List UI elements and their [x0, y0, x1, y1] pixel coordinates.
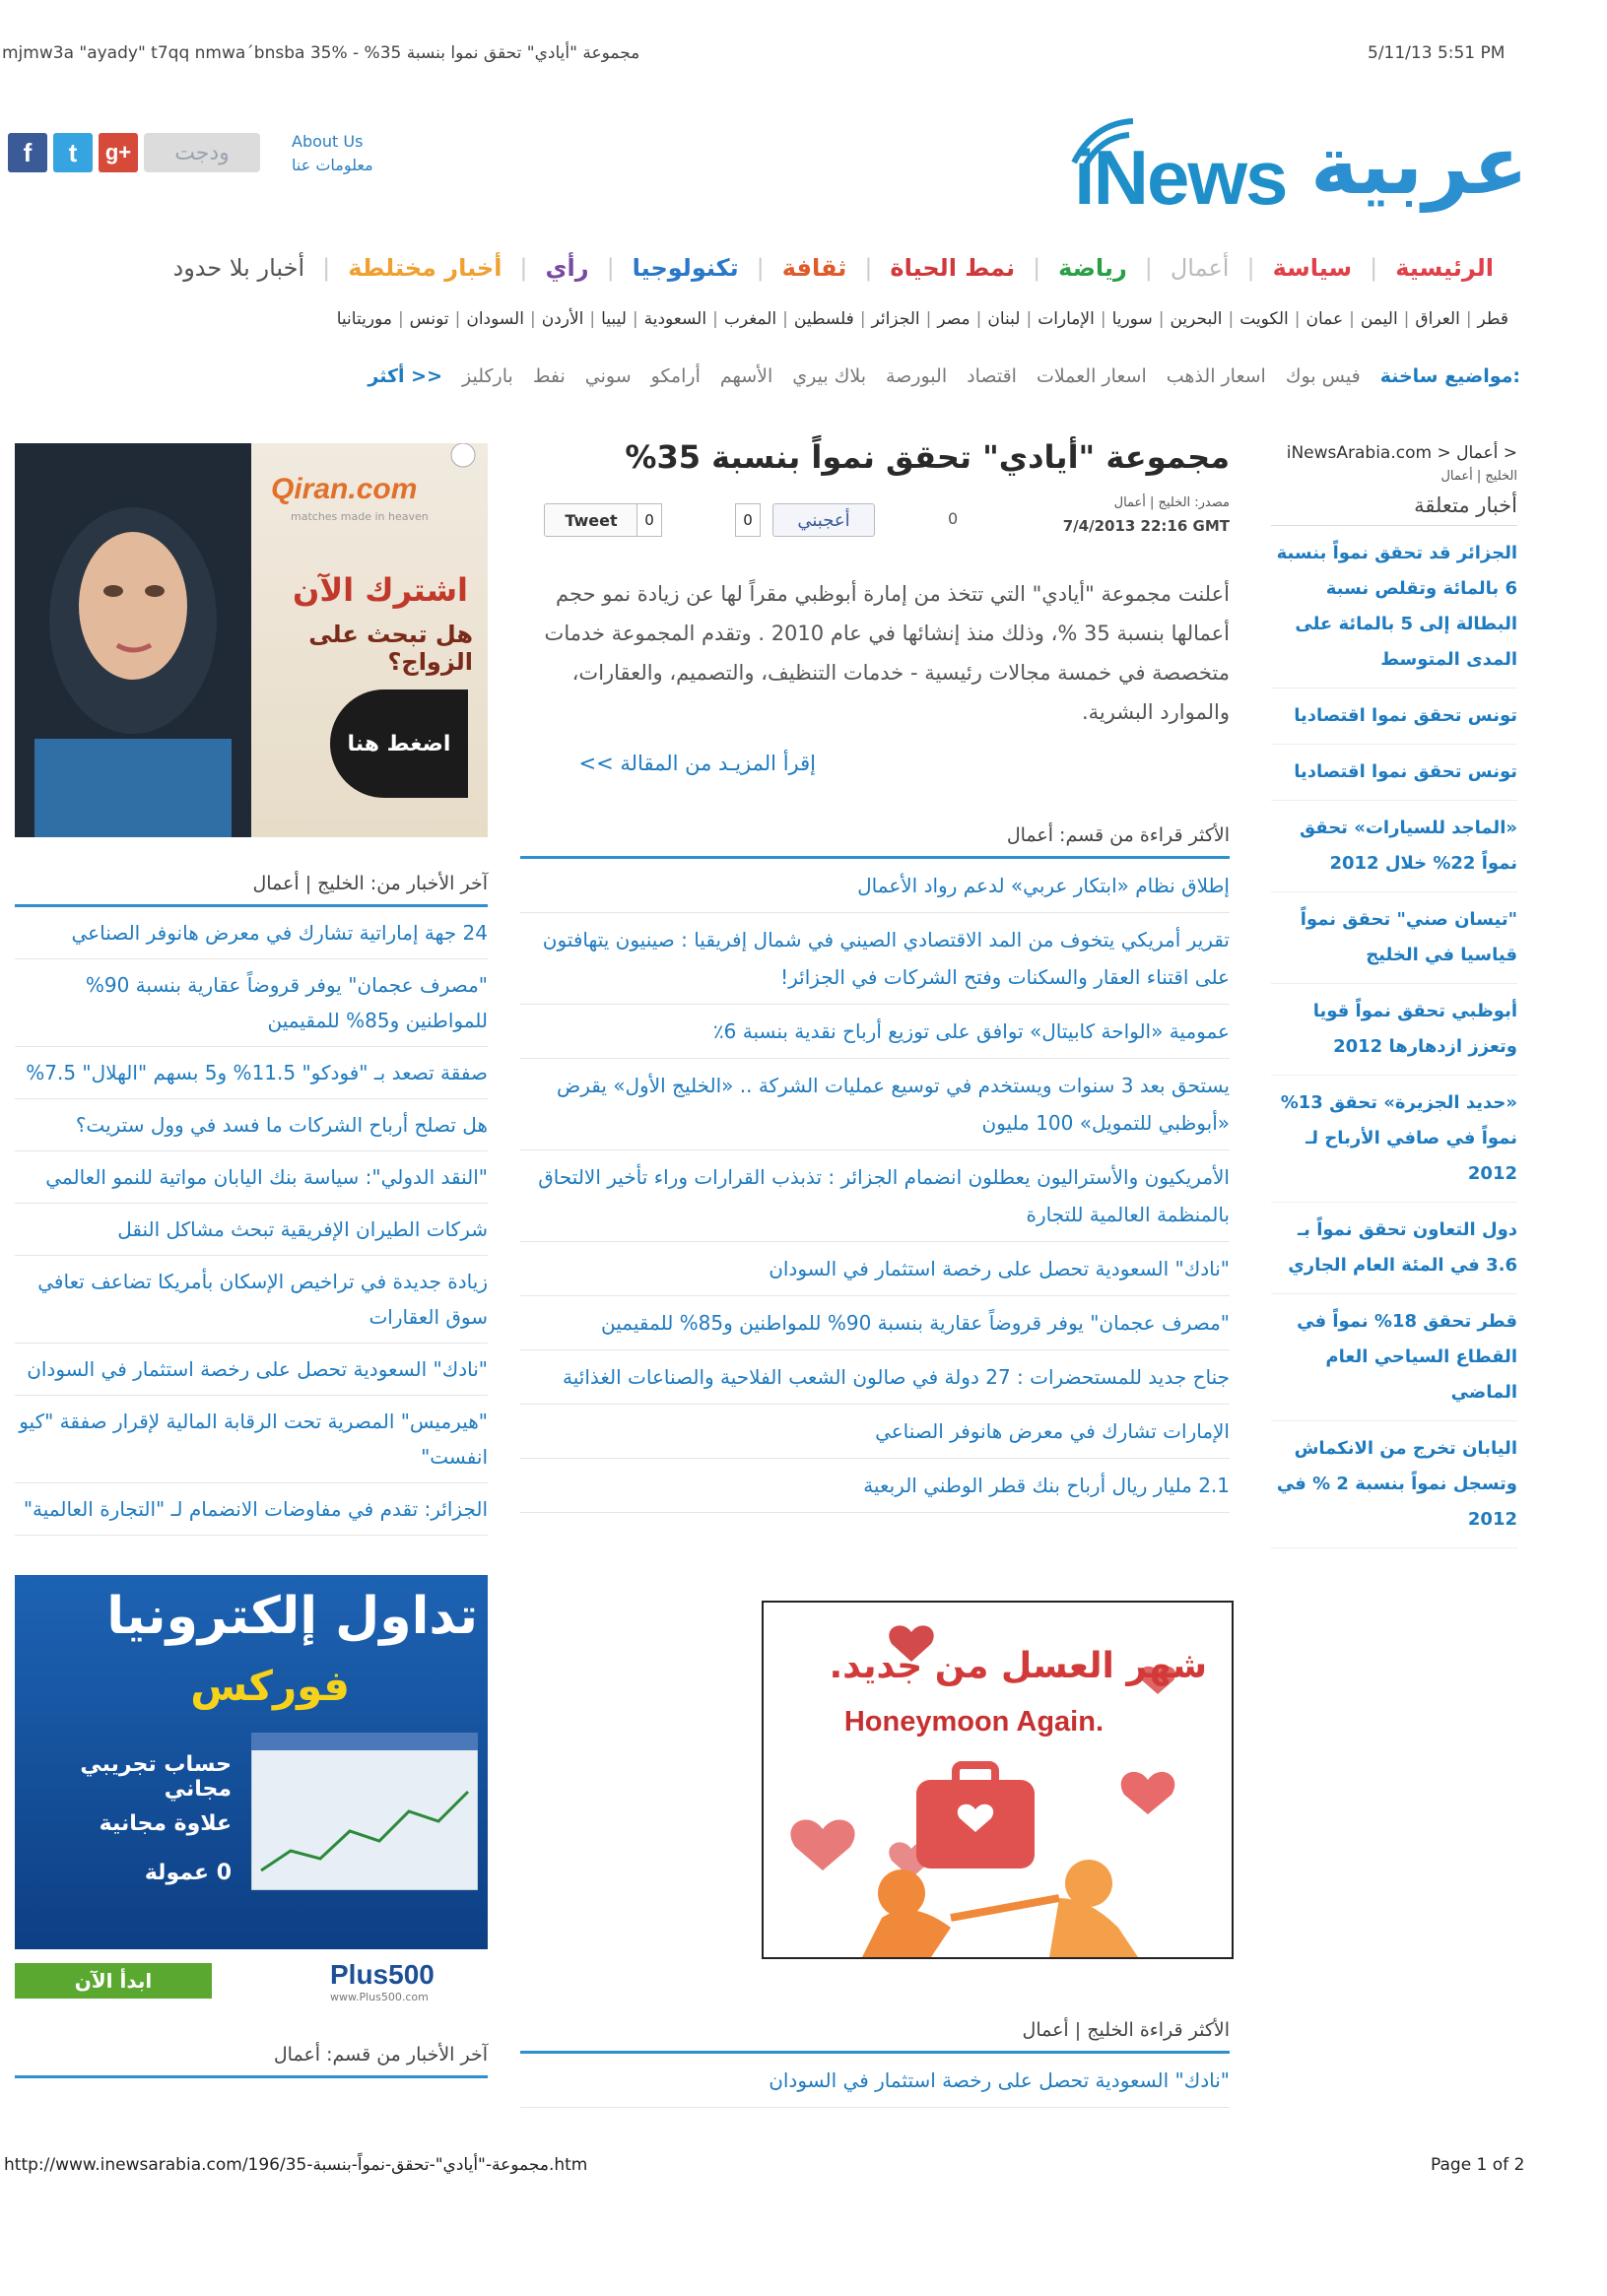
print-date: 5/11/13 5:51 PM: [1368, 43, 1506, 63]
qiran-ad[interactable]: [15, 443, 488, 837]
facebook-icon[interactable]: f: [8, 133, 47, 172]
related-item[interactable]: اليابان تخرج من الانكماش وتسجل نمواً بنسبة 2 % في 2012: [1271, 1421, 1517, 1548]
nav-business[interactable]: أعمال: [1170, 254, 1230, 282]
article-date: 7/4/2013 22:16 GMT: [1062, 517, 1230, 535]
gulf-news-title: آخر الأخبار من: الخليج | أعمال: [15, 873, 488, 907]
country-link[interactable]: عمان: [1306, 309, 1344, 329]
hot-topic-link[interactable]: فيس بوك: [1285, 365, 1361, 387]
qiran-tagline: matches made in heaven: [291, 510, 429, 523]
tweet-count: 0: [636, 503, 662, 537]
country-link[interactable]: تونس: [409, 309, 449, 329]
country-link[interactable]: مصر: [937, 309, 971, 329]
qiran-question: هل تبحث على الزواج؟: [308, 621, 473, 676]
country-link[interactable]: السودان: [466, 309, 524, 329]
hot-topic-link[interactable]: اسعار العملات: [1036, 365, 1147, 387]
gulf-news-item[interactable]: شركات الطيران الإفريقية تبحث مشاكل النقل: [15, 1204, 488, 1256]
country-link[interactable]: المغرب: [723, 309, 777, 329]
plus500-site: www.Plus500.com: [330, 1991, 429, 2003]
country-link[interactable]: فلسطين: [793, 309, 854, 329]
about-links: [292, 130, 373, 177]
social-links: [8, 131, 260, 174]
most-read-item[interactable]: الأمريكيون والأستراليون يعطلون انضمام الجزائر : تذبذب القرارات وراء تأخير الالتحاق بالمنظمة العالمية للتجارة: [520, 1150, 1230, 1242]
related-item[interactable]: أبوظبي تحقق نمواً قويا وتعزز ازدهارها 2012: [1271, 984, 1517, 1076]
country-link[interactable]: لبنان: [987, 309, 1021, 329]
forex-ad[interactable]: [15, 1575, 488, 1949]
country-link[interactable]: ليبيا: [601, 309, 627, 329]
article-body: أعلنت مجموعة "أيادي" التي تتخذ من إمارة أبوظبي مقراً لها عن زيادة نمو حجم أعمالها بنسبة 35 %، وذلك منذ إنشائها في عام 2010 . وتقدم المجموعة خدمات متخصصة في خمسة مجالات رئيسية - خدمات التنظيف، والتصميم، والعقارات، والموارد البشرية.: [544, 582, 1230, 724]
article-title: مجموعة "أيادي" تحقق نمواً بنسبة 35%: [625, 438, 1230, 476]
bottom-most-read: [520, 2019, 1230, 2108]
most-read-item[interactable]: تقرير أمريكي يتخوف من المد الاقتصادي الصيني في شمال إفريقيا : صينيون يتهافتون على اقتناء العقار والسكنات وفتح الشركات في الجزائر!: [520, 913, 1230, 1005]
hot-topic-link[interactable]: البورصة: [885, 365, 948, 387]
nav-culture[interactable]: ثقافة: [781, 254, 847, 282]
related-item[interactable]: "تيسان صني" تحقق نمواً قياسيا في الخليج: [1271, 892, 1517, 984]
forex-subtitle: فوركس: [190, 1662, 350, 1710]
hot-topic-link[interactable]: باركليز: [462, 365, 513, 387]
gulf-news-item[interactable]: "نادك" السعودية تحصل على رخصة استثمار في السودان: [15, 1344, 488, 1396]
gulf-news-item[interactable]: "النقد الدولي": سياسة بنك اليابان مواتية للنمو العالمي: [15, 1151, 488, 1204]
honeymoon-ad[interactable]: [762, 1601, 1234, 1959]
hot-topic-link[interactable]: اسعار الذهب: [1166, 365, 1266, 387]
country-link[interactable]: اليمن: [1360, 309, 1398, 329]
hot-topic-link[interactable]: بلاك بيري: [792, 365, 866, 387]
most-read-item[interactable]: "نادك" السعودية تحصل على رخصة استثمار في السودان: [520, 1242, 1230, 1296]
hot-topics-label: مواضيع ساخنة:: [1379, 365, 1520, 387]
qiran-click-button[interactable]: اضغط هنا: [330, 689, 468, 798]
country-link[interactable]: الكويت: [1239, 309, 1289, 329]
most-read-item[interactable]: إطلاق نظام «ابتكار عربي» لدعم رواد الأعمال: [520, 859, 1230, 913]
tweet-button[interactable]: Tweet: [544, 503, 638, 537]
logo-latin: iNews: [1074, 134, 1287, 221]
hot-topic-link[interactable]: سوني: [584, 365, 632, 387]
forex-footer: [15, 1957, 488, 2006]
gulf-news-item[interactable]: صفقة تصعد بـ "فودكو" 11.5% و5 بسهم "الهلال" 7.5%: [15, 1047, 488, 1099]
logo-arabic: عربية: [1310, 119, 1529, 213]
print-url: http://www.inewsarabia.com/196/35-مجموعة-"أيادي"-تحقق-نمواً-بنسبة.htm: [4, 2155, 588, 2175]
twitter-icon[interactable]: t: [53, 133, 93, 172]
nav-sports[interactable]: رياضة: [1058, 254, 1127, 282]
gulf-news-item[interactable]: هل تصلح أرباح الشركات ما فسد في وول ستريت؟: [15, 1099, 488, 1151]
left-sidebar: [15, 443, 488, 2078]
gulf-news-item[interactable]: "مصرف عجمان" يوفر قروضاً عقارية بنسبة 90% للمواطنين و85% للمقيمين: [15, 959, 488, 1047]
about-us-link[interactable]: About Us: [292, 132, 364, 151]
nav-home[interactable]: الرئيسية: [1395, 254, 1494, 282]
nav-lifestyle[interactable]: نمط الحياة: [890, 254, 1016, 282]
country-link[interactable]: موريتانيا: [336, 309, 392, 329]
forex-benefit-demo: حساب تجريبي مجاني: [80, 1752, 232, 1802]
gulf-news-item[interactable]: "هيرميس" المصرية تحت الرقابة المالية لإقرار صفقة "كيو انفست": [15, 1396, 488, 1483]
most-read-item[interactable]: 2.1 مليار ريال أرباح بنك قطر الوطني الربعية: [520, 1459, 1230, 1513]
forex-title: تداول إلكترونيا: [106, 1587, 478, 1646]
related-item[interactable]: الجزائر قد تحقق نمواً بنسبة 6 بالمائة وتقلص نسبة البطالة إلى 5 بالمائة على المدى المتوسط: [1271, 526, 1517, 689]
nav-opinion[interactable]: رأي: [545, 254, 589, 282]
most-read-item[interactable]: جناح جديد للمستحضرات : 27 دولة في صالون الشعب الفلاحية والصناعات الغذائية: [520, 1350, 1230, 1405]
gulf-news-item[interactable]: زيادة جديدة في تراخيص الإسكان بأمريكا تضاعف تعافي سوق العقارات: [15, 1256, 488, 1344]
left-bottom-title: آخر الأخبار من قسم: أعمال: [15, 2044, 488, 2078]
bottom-most-read-title: الأكثر قراءة الخليج | أعمال: [520, 2019, 1230, 2054]
most-read-item[interactable]: يستحق بعد 3 سنوات ويستخدم في توسيع عمليات الشركة .. «الخليج الأول» يقرض «أبوظبي للتمويل» 100 مليون: [520, 1059, 1230, 1150]
forex-benefit-commission: 0 عمولة: [144, 1861, 232, 1885]
about-us-arabic-link[interactable]: معلومات عنا: [292, 156, 373, 174]
honeymoon-english: Honeymoon Again.: [843, 1706, 1104, 1738]
most-read-item[interactable]: "مصرف عجمان" يوفر قروضاً عقارية بنسبة 90% للمواطنين و85% للمقيمين: [520, 1296, 1230, 1350]
country-link[interactable]: الجزائر: [871, 309, 920, 329]
most-read-item[interactable]: الإمارات تشارك في معرض هانوفر الصناعي: [520, 1405, 1230, 1459]
nav-mixed[interactable]: أخبار مختلطة: [348, 254, 502, 282]
qiran-brand: Qiran.com: [271, 473, 418, 505]
honeymoon-arabic: شهر العسل من جديد.: [829, 1646, 1207, 1686]
hot-topic-link[interactable]: اقتصاد: [967, 365, 1017, 387]
related-item[interactable]: دول التعاون تحقق نمواً بـ 3.6 في المئة العام الجاري: [1271, 1203, 1517, 1294]
related-item[interactable]: «الماجد للسيارات» تحقق نمواً 22% خلال 2012: [1271, 801, 1517, 892]
site-logo[interactable]: [1064, 113, 1537, 241]
most-read-item[interactable]: عمومية «الواحة كابيتال» توافق على توزيع أرباح نقدية بنسبة 6٪: [520, 1005, 1230, 1059]
related-item[interactable]: تونس تحقق نموا اقتصاديا: [1271, 689, 1517, 745]
country-link[interactable]: العراق: [1415, 309, 1460, 329]
bottom-most-read-item[interactable]: "نادك" السعودية تحصل على رخصة استثمار في السودان: [520, 2054, 1230, 2108]
print-page-title: mjmw3a "ayady" t7qq nmwa´bnsba 35% - %35 مجموعة "أيادي" تحقق نموا بنسبة: [2, 43, 640, 63]
country-nav: قطر | العراق | اليمن | عمان | الكويت | البحرين | سوريا | الإمارات | لبنان | مصر | الجزائر | فلسطين | المغرب | السعودية | ليبيا | الأردن | السودان | تونس | موريتانيا: [331, 309, 1514, 329]
gulf-news-item[interactable]: الجزائر: تقدم في مفاوضات الانضمام لـ "التجارة العالمية": [15, 1483, 488, 1536]
related-item[interactable]: «حديد الجزيرة» تحقق 13% نمواً في صافي الأرباح لـ 2012: [1271, 1076, 1517, 1203]
related-item[interactable]: قطر تحقق 18% نمواً في القطاع السياحي العام الماضي: [1271, 1294, 1517, 1421]
related-sidebar: [1271, 443, 1517, 1548]
like-button[interactable]: أعجبني: [772, 503, 875, 537]
most-read-title: الأكثر قراءة من قسم: أعمال: [520, 824, 1230, 859]
hot-topic-link[interactable]: أرامكو: [650, 365, 701, 387]
nav-politics[interactable]: سياسة: [1272, 254, 1353, 282]
hot-topics: [368, 365, 1520, 387]
forex-benefit-bonus: علاوة مجانية: [99, 1811, 232, 1836]
google-plus-icon[interactable]: g+: [99, 133, 138, 172]
country-link[interactable]: قطر: [1477, 309, 1508, 329]
article-meta: [520, 495, 1230, 543]
hot-topic-link[interactable]: نفط: [532, 365, 566, 387]
nav-borderless[interactable]: أخبار بلا حدود: [172, 254, 305, 282]
country-link[interactable]: السعودية: [643, 309, 707, 329]
widget-button[interactable]: ودجت: [144, 133, 260, 172]
forex-chart-screenshot: [251, 1733, 478, 1890]
related-title: أخبار متعلقة: [1271, 493, 1517, 526]
main-nav: الرئيسية | سياسة | أعمال | رياضة | نمط الحياة | ثقافة | تكنولوجيا | رأي | أخبار مختلطة | أخبار بلا حدود: [156, 254, 1511, 282]
article-column: [520, 438, 1230, 1513]
article-source[interactable]: مصدر: الخليج | أعمال: [1113, 495, 1230, 510]
country-link[interactable]: سوريا: [1111, 309, 1153, 329]
country-link[interactable]: الأردن: [541, 309, 584, 329]
qiran-cta: اشترك الآن: [293, 571, 468, 609]
plus500-logo: Plus500: [330, 1959, 435, 1990]
share-count: 0: [948, 509, 959, 528]
gulf-news-item[interactable]: 24 جهة إماراتية تشارك في معرض هانوفر الصناعي: [15, 907, 488, 959]
breadcrumb-sub[interactable]: الخليج | أعمال: [1440, 469, 1517, 484]
country-link[interactable]: الإمارات: [1038, 309, 1095, 329]
nav-technology[interactable]: تكنولوجيا: [632, 254, 739, 282]
breadcrumb[interactable]: iNewsArabia.com > أعمال >: [1286, 443, 1517, 463]
related-item[interactable]: تونس تحقق نموا اقتصاديا: [1271, 745, 1517, 801]
print-page-number: Page 1 of 2: [1431, 2155, 1525, 2175]
read-more-link[interactable]: إقرأ المزيـد من المقالة >>: [578, 752, 816, 775]
country-link[interactable]: البحرين: [1170, 309, 1223, 329]
forex-start-button[interactable]: ابدأ الآن: [15, 1963, 212, 1999]
like-count: 0: [735, 503, 761, 537]
hot-topic-link[interactable]: الأسهم: [719, 365, 773, 387]
more-topics-link[interactable]: أكثر >>: [368, 365, 442, 387]
